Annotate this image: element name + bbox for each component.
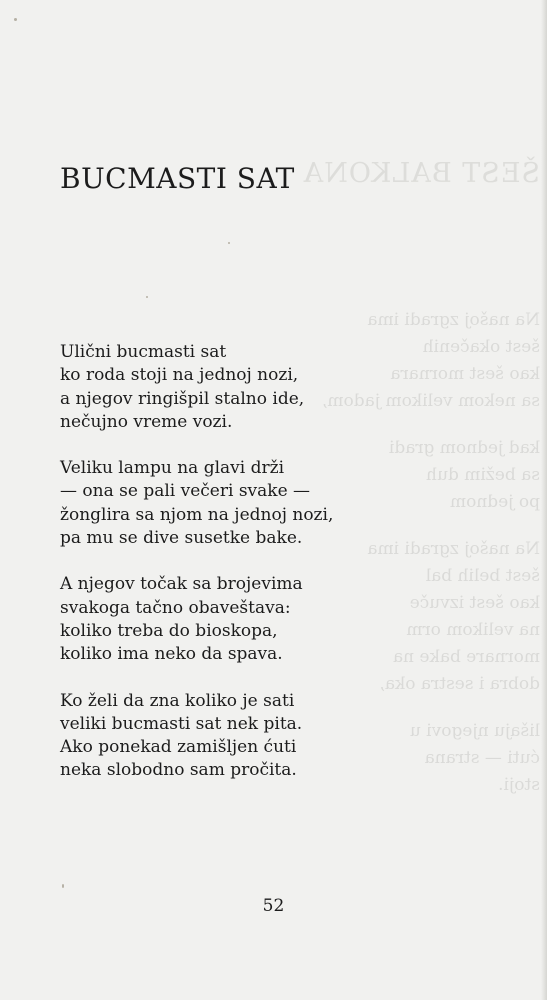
poem-line: nečujno vreme vozi. [60,411,233,432]
page-edge [541,0,547,1000]
poem-line: pa mu se dive susetke bake. [60,528,303,549]
poem-line: A njegov točak sa brojevima [60,574,303,595]
poem-line: koliko ima neko da spava. [60,644,283,665]
poem-line: Ulični bucmasti sat [60,342,227,362]
bleed-through-line: po jednom [449,492,540,512]
poem-line: veliki bucmasti sat nek pita. [60,713,303,734]
stanza [60,457,333,550]
bleed-through-line: kad jednom gradi [388,438,540,458]
bleed-through-line: stoji. [498,775,540,795]
bleed-through-line: dobra i sestra oka, [379,674,540,694]
bleed-through-title: ŠEST BALKONA [302,158,540,189]
bleed-through-line: Na našoj zgradi ima [367,539,540,559]
poem-body [60,341,333,806]
page-number: 52 [262,896,285,916]
bleed-through-line: na velikom orm [406,620,540,640]
paper-speck [62,884,64,888]
poem-title: BUCMASTI SAT [60,162,295,195]
paper-speck [14,18,17,21]
poem-line: ko roda stoji na jednoj nozi, [60,365,299,386]
bleed-through-line: sa bežim duh [426,465,540,485]
stanza [60,573,333,666]
poem-line: Veliku lampu na glavi drži [60,458,285,479]
bleed-through-line: mornare bake na [392,647,540,667]
poem-line: Ko želi da zna koliko je sati [60,690,295,711]
stanza [60,341,333,434]
bleed-through-line: Na našoj zgradi ima [367,310,540,330]
paper-speck [146,296,148,298]
bleed-through-line: sa nekom velikom jadom, [322,391,540,411]
poem-line: svakoga tačno obaveštava: [60,597,291,618]
poem-line: — ona se pali večeri svake — [60,481,311,502]
bleed-through-line: kao šest izvuče [409,593,540,613]
bleed-through-line: lišaju njegovi u [409,721,540,741]
bleed-through-line: ćuti — strana [424,748,540,768]
bleed-through-line: kao šest mornara [390,364,540,384]
poem-line: neka slobodno sam pročita. [60,760,297,781]
poem-line: žonglira sa njom na jednoj nozi, [60,504,334,525]
poem-line: koliko treba do bioskopa, [60,620,278,641]
bleed-through-line: šest belih bal [425,566,540,586]
poem-line: Ako ponekad zamišljen ćuti [60,737,297,758]
stanza [60,690,333,783]
paper-speck [228,242,230,244]
bleed-through-line: šest okačenih [422,337,540,357]
poem-line: a njegov ringišpil stalno ide, [60,388,305,409]
